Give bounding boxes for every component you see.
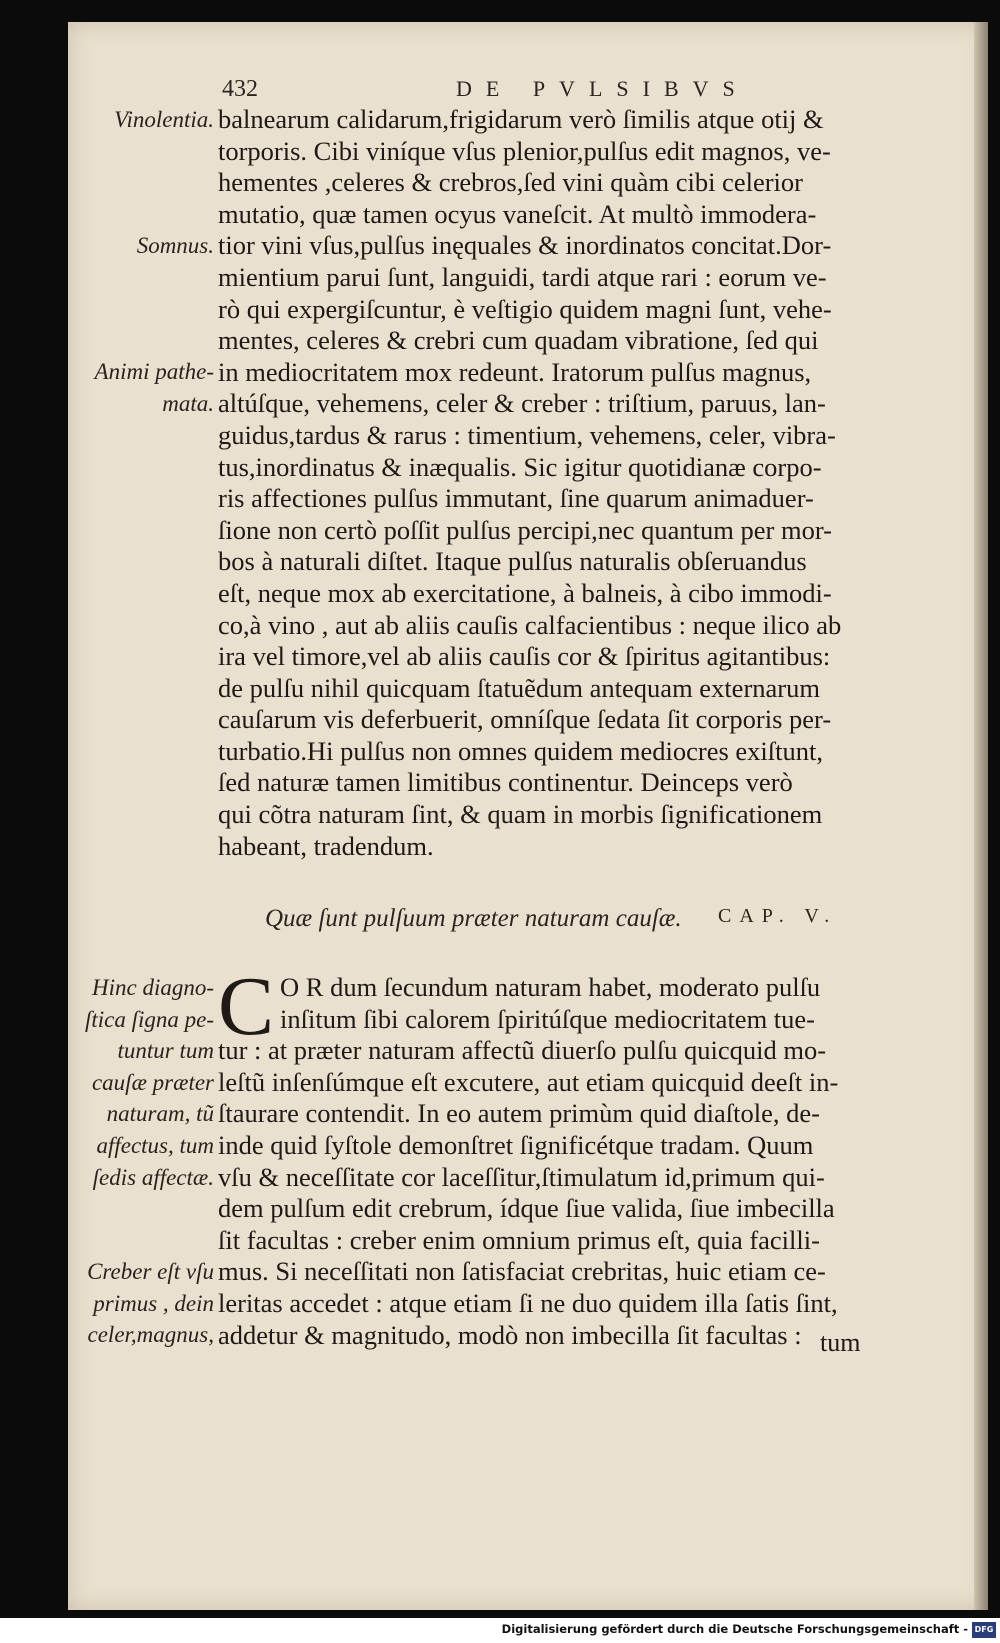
margin-note-line: ſedis affectæ.	[92, 1164, 214, 1190]
body-line: mutatio, quæ tamen ocyus vaneſcit. At multò immodera-	[218, 198, 817, 229]
body-line: ſit facultas : creber enim omnium primus eſt, quia facilli-	[218, 1224, 820, 1255]
body-line: dem pulſum edit crebrum, ídque ſiue valida, ſiue imbecilla	[218, 1193, 835, 1224]
body-line: balnearum calidarum,frigidarum verò ſimilis atque otij &	[218, 104, 824, 134]
body-line: leſtũ inſenſúmque eſt excutere, aut etiam quicquid deeſt in-	[218, 1066, 839, 1097]
chapter-number: CAP. V.	[718, 905, 838, 927]
body-line: ſed naturæ tamen limitibus continentur. Deinceps verò	[218, 767, 793, 798]
body-line: mus. Si neceſſitati non ſatisfaciat crebritas, huic etiam ce-	[218, 1256, 826, 1287]
body-line: torporis. Cibi viníque vſus plenior,pulſus edit magnos, ve-	[218, 135, 831, 166]
body-line: habeant, tradendum.	[218, 830, 434, 861]
body-line: vſu & neceſſitate cor laceſſitur,ſtimulatum id,primum qui-	[218, 1161, 825, 1192]
dfg-logo-icon: DFG	[972, 1622, 996, 1638]
body-line: addetur & magnitudo, modò non imbecilla ſit facultas :	[218, 1319, 802, 1350]
margin-note-animi-1: Animi pathe-	[94, 359, 214, 384]
body-line: rò qui expergiſcuntur, è veſtigio quidem magni ſunt, vehe-	[218, 293, 832, 324]
body-line: turbatio.Hi pulſus non omnes quidem mediocres exiſtunt,	[218, 735, 823, 766]
margin-note-line: tuntur tum	[117, 1038, 214, 1064]
margin-note-line: affectus, tum	[96, 1132, 214, 1158]
margin-note-line: cauſæ præter	[91, 1069, 214, 1095]
body-line: altúſque, vehemens, celer & creber : triſtium, paruus, lan-	[218, 388, 826, 419]
margin-note-somnus: Somnus.	[136, 233, 214, 258]
body-line: bos à naturali diſtet. Itaque pulſus naturalis obſeruandus	[218, 546, 807, 577]
body-text	[218, 104, 883, 862]
body-line: co,à vino , aut ab aliis cauſis calfacientibus : neque ilico ab	[218, 609, 842, 640]
margin-note-line: ſtica ſigna pe-	[84, 1006, 214, 1032]
body-line: ſione non certò poſſit pulſus percipi,nec quantum per mor-	[218, 514, 832, 545]
margin-note-line: celer,magnus,	[87, 1322, 214, 1348]
body-line: tior vini vſus,pulſus inęquales & inordinatos concitat.Dor-	[218, 230, 832, 261]
body-line: tus,inordinatus & inæqualis. Sic igitur quotidianæ corpo-	[218, 451, 822, 482]
body-line: ris affectiones pulſus immutant, ſine quarum animaduer-	[218, 483, 814, 514]
body-line: guidus,tardus & rarus : timentium, vehemens, celer, vibra-	[218, 419, 836, 450]
chapter-heading	[265, 905, 865, 939]
chapter-body-text	[218, 960, 883, 1351]
body-line: inde quid ſyſtole demonſtret ſignificétque tradam. Quum	[218, 1129, 814, 1160]
margin-note-line: primus , dein	[93, 1290, 214, 1316]
body-line: O R dum ſecundum naturam habet, moderato pulſu	[280, 972, 821, 1002]
body-line: ſtaurare contendit. In eo autem primùm quid diaſtole, de-	[218, 1098, 820, 1129]
catchword: tum	[820, 1328, 861, 1357]
body-line: leritas accedet : atque etiam ſi ne duo quidem illa ſatis ſint,	[218, 1287, 838, 1318]
body-line: in mediocritatem mox redeunt. Iratorum pulſus magnus,	[218, 356, 812, 387]
page-edge	[974, 22, 988, 1610]
margin-note-creber	[46, 1256, 214, 1351]
running-title: DE PVLSIBVS	[456, 76, 749, 101]
drop-cap: C	[218, 960, 275, 1053]
margin-note-vinolentia: Vinolentia.	[114, 107, 214, 132]
body-line: hementes ,celeres & crebros,ſed vini quàm cibi celerior	[218, 167, 803, 198]
margin-note-line: Creber eſt vſu	[87, 1259, 214, 1284]
margin-note-line: naturam, tũ	[106, 1101, 214, 1127]
page-number: 432	[222, 76, 258, 102]
body-line: inſitum ſibi calorem ſpiritúſque mediocritatem tue-	[280, 1003, 816, 1034]
body-line: ira vel timore,vel ab aliis cauſis cor & ſpiritus agitantibus:	[218, 641, 831, 672]
body-line: mentes, celeres & crebri cum quadam vibratione, ſed qui	[218, 325, 819, 356]
body-line: mientium parui ſunt, languidi, tardi atque rari : eorum ve-	[218, 261, 827, 292]
footer-bar	[0, 1618, 1000, 1643]
footer-attribution: Digitalisierung gefördert durch die Deutsche Forschungsgemeinschaft -	[501, 1622, 968, 1636]
body-line: eſt, neque mox ab exercitatione, à balneis, à cibo immodi-	[218, 577, 832, 608]
margin-note-animi-2: mata.	[162, 391, 214, 416]
margin-note-diagnostica	[46, 972, 214, 1193]
body-line: tur : at præter naturam affectũ diuerſo pulſu quicquid mo-	[218, 1035, 827, 1066]
body-line: de pulſu nihil quicquam ſtatuẽdum antequam externarum	[218, 672, 820, 703]
chapter-title: Quæ ſunt pulſuum præter naturam cauſæ.	[265, 905, 682, 932]
margin-note-line: Hinc diagno-	[91, 975, 214, 1000]
body-line: cauſarum vis deferbuerit, omníſque ſedata ſit corporis per-	[218, 704, 832, 735]
body-line: qui cõtra naturam ſint, & quam in morbis ſignificationem	[218, 799, 823, 830]
